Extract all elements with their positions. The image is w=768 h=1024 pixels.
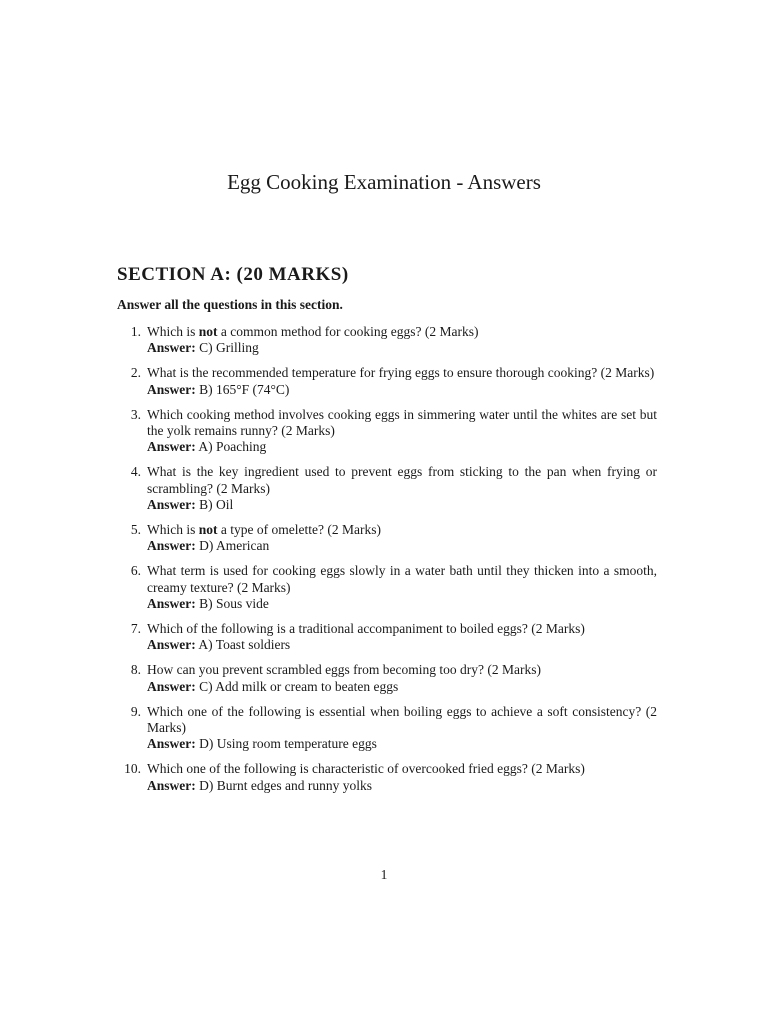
question-item (117, 407, 657, 456)
question-number: 7. (130, 621, 141, 637)
question-text (147, 464, 657, 496)
question-number: 4. (130, 464, 141, 480)
question-text (147, 407, 657, 439)
question-number: 1. (130, 324, 141, 339)
question-text (147, 761, 657, 777)
answer-label: Answer: (147, 595, 196, 611)
question-text-part: What is the key ingredient used to prevent eggs from sticking to the pan when frying or scrambling? (2 Marks) (147, 464, 657, 496)
answer-line (147, 637, 657, 653)
answer-line (147, 736, 657, 752)
answer-value: C) Add milk or cream to beaten eggs (199, 678, 399, 694)
answer-label: Answer: (147, 439, 196, 455)
answer-line (147, 382, 657, 398)
question-text (147, 365, 657, 381)
answer-label: Answer: (147, 736, 196, 752)
answer-line (147, 439, 657, 455)
answer-value: B) Sous vide (199, 595, 269, 611)
question-text-part: a common method for cooking eggs? (2 Marks) (217, 324, 479, 339)
question-item (117, 563, 657, 612)
question-text-part: Which is (147, 522, 199, 538)
answer-value: A) Toast soldiers (198, 637, 291, 653)
question-emphasis: not (198, 324, 218, 339)
question-item (117, 324, 657, 356)
answer-value: D) Burnt edges and runny yolks (199, 777, 372, 793)
page-number: 1 (380, 867, 388, 882)
question-item (117, 621, 657, 653)
answer-value: B) Oil (199, 496, 234, 512)
question-text (147, 662, 657, 678)
question-emphasis: not (198, 522, 218, 538)
question-item (117, 761, 657, 793)
answer-value: D) American (199, 538, 270, 554)
question-text (147, 522, 657, 538)
question-text (147, 704, 657, 736)
question-text-part: What is the recommended temperature for frying eggs to ensure thorough cooking? (2 Marks) (147, 365, 655, 381)
question-text-part: Which of the following is a traditional accompaniment to boiled eggs? (2 Marks) (147, 621, 585, 637)
question-text-part: a type of omelette? (2 Marks) (217, 522, 381, 538)
question-item (117, 365, 657, 397)
answer-line (147, 340, 657, 356)
question-item (117, 464, 657, 513)
answer-line (147, 596, 657, 612)
question-item (117, 662, 657, 694)
question-text-part: Which one of the following is characteristic of overcooked fried eggs? (2 Marks) (147, 761, 585, 777)
question-item (117, 522, 657, 554)
question-text-part: What term is used for cooking eggs slowly in a water bath until they thicken into a smooth, creamy texture? (2 Marks) (147, 563, 657, 595)
section-heading: SECTION A: (20 MARKS) (117, 264, 349, 285)
answer-line (147, 497, 657, 513)
question-text (147, 324, 657, 340)
answer-label: Answer: (147, 340, 196, 356)
answer-label: Answer: (147, 678, 196, 694)
question-number: 10. (124, 761, 141, 777)
answer-value: D) Using room temperature eggs (199, 736, 377, 752)
answer-label: Answer: (147, 538, 196, 554)
answer-value: B) 165°F (74°C) (199, 381, 290, 397)
section-instructions: Answer all the questions in this section. (117, 297, 343, 312)
question-item (117, 704, 657, 753)
question-number: 3. (130, 406, 141, 422)
question-number: 2. (130, 365, 141, 381)
question-number: 6. (130, 563, 141, 579)
answer-label: Answer: (147, 637, 196, 653)
question-text (147, 563, 657, 595)
answer-line (147, 679, 657, 695)
question-text-part: Which one of the following is essential when boiling eggs to achieve a soft consistency? (2 Marks) (147, 703, 657, 736)
answer-line (147, 778, 657, 794)
answer-label: Answer: (147, 496, 196, 512)
question-number: 8. (130, 662, 141, 678)
answer-label: Answer: (147, 381, 196, 397)
question-text-part: Which is (147, 324, 199, 339)
answer-line (147, 538, 657, 554)
answer-label: Answer: (147, 777, 196, 793)
question-text-part: Which cooking method involves cooking eggs in simmering water until the whites are set but the yolk remains runny? (2 Marks) (147, 406, 657, 439)
answer-value: C) Grilling (199, 340, 259, 356)
question-text (147, 621, 657, 637)
answer-value: A) Poaching (198, 439, 267, 455)
question-text-part: How can you prevent scrambled eggs from becoming too dry? (2 Marks) (147, 662, 542, 678)
question-number: 9. (130, 703, 141, 719)
page-title: Egg Cooking Examination - Answers (227, 170, 541, 194)
question-number: 5. (130, 522, 141, 538)
question-list (117, 324, 657, 803)
